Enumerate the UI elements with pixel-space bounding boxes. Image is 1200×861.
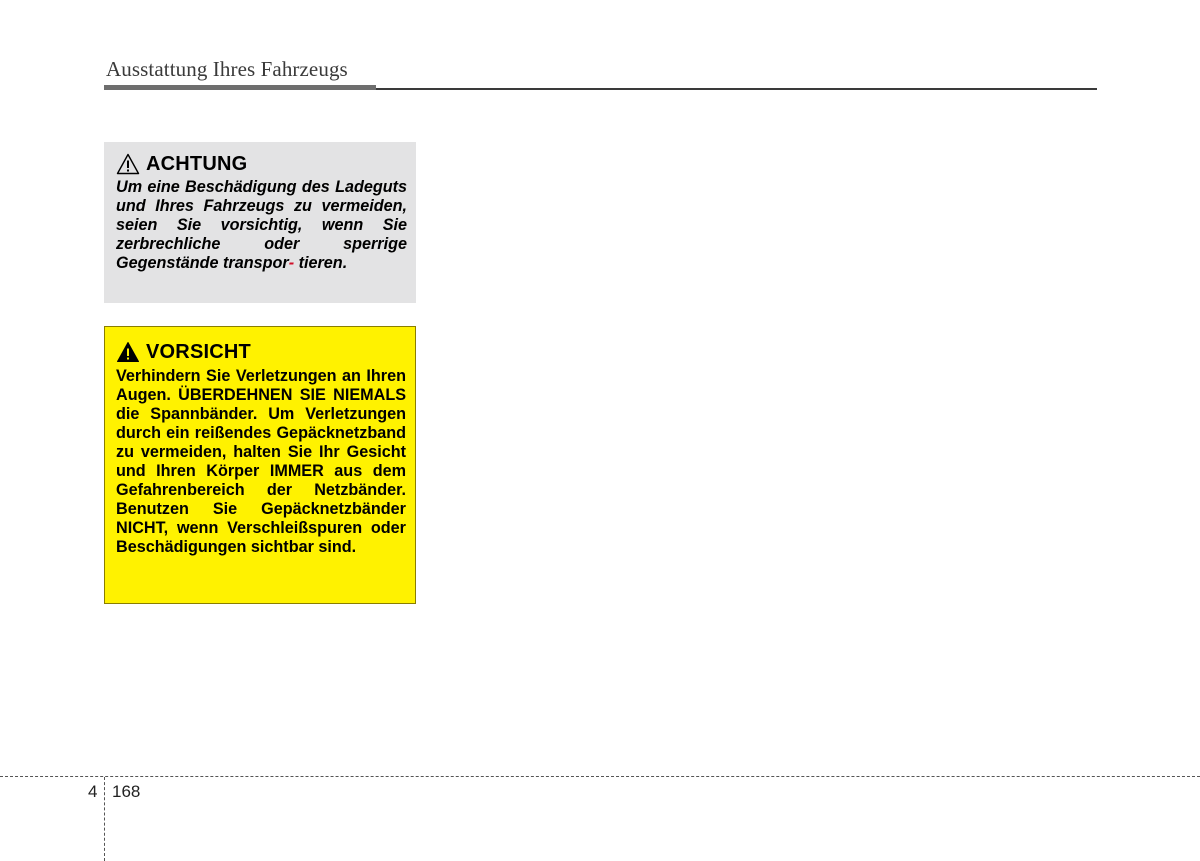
- warning-title: VORSICHT: [146, 340, 251, 363]
- warning-filled-icon: [116, 341, 140, 363]
- warning-title-row: [116, 340, 406, 364]
- page-number: 168: [112, 782, 141, 801]
- caution-hyphen: -: [288, 254, 295, 272]
- caution-box: [104, 142, 416, 303]
- warning-line: Gefahrenbereich der Netzbänder.: [116, 481, 406, 499]
- warning-line: NICHT, wenn Verschleißspuren: [116, 519, 363, 537]
- warning-line: NIEMALS die Spannbänder. Um: [116, 386, 406, 423]
- warning-line: oder Beschädigungen sichtbar: [116, 519, 406, 556]
- running-header: Ausstattung Ihres Fahrzeugs: [106, 57, 348, 81]
- footer-dashed-rule: [0, 776, 1200, 777]
- caution-line: Ladeguts und Ihres Fahrzeugs zu: [116, 178, 408, 215]
- warning-body: [116, 367, 406, 557]
- warning-line: halten Sie Ihr Gesicht und Ihren: [116, 443, 406, 480]
- header-rule-thick: [104, 85, 376, 90]
- caution-line: wenn Sie zerbrechliche oder: [116, 216, 408, 253]
- caution-line: sperrige Gegenstände transpor: [116, 235, 407, 272]
- warning-line: Benutzen Sie Gepäcknetzbänder: [116, 500, 406, 518]
- warning-line: sind.: [318, 538, 357, 556]
- caution-body: [116, 178, 407, 273]
- warning-line: Verhindern Sie Verletzungen an: [116, 367, 361, 385]
- caution-line: Um eine Beschädigung des: [116, 178, 330, 196]
- chapter-number: 4: [88, 782, 98, 801]
- caution-title: ACHTUNG: [146, 152, 248, 175]
- warning-line: Gepäcknetzband zu vermeiden,: [116, 424, 407, 461]
- header-rule-thin: [376, 88, 1097, 90]
- warning-line: Verletzungen durch ein reißendes: [116, 405, 406, 442]
- footer-dashed-divider: [104, 777, 105, 861]
- caution-line: tieren.: [298, 254, 348, 272]
- warning-line: Körper IMMER aus dem: [206, 462, 406, 480]
- caution-line: vermeiden, seien Sie vorsichtig,: [116, 197, 407, 234]
- warning-line: Ihren Augen. ÜBERDEHNEN SIE: [116, 367, 406, 404]
- warning-box: [104, 326, 416, 604]
- warning-outline-icon: [116, 153, 140, 175]
- caution-title-row: [116, 152, 407, 176]
